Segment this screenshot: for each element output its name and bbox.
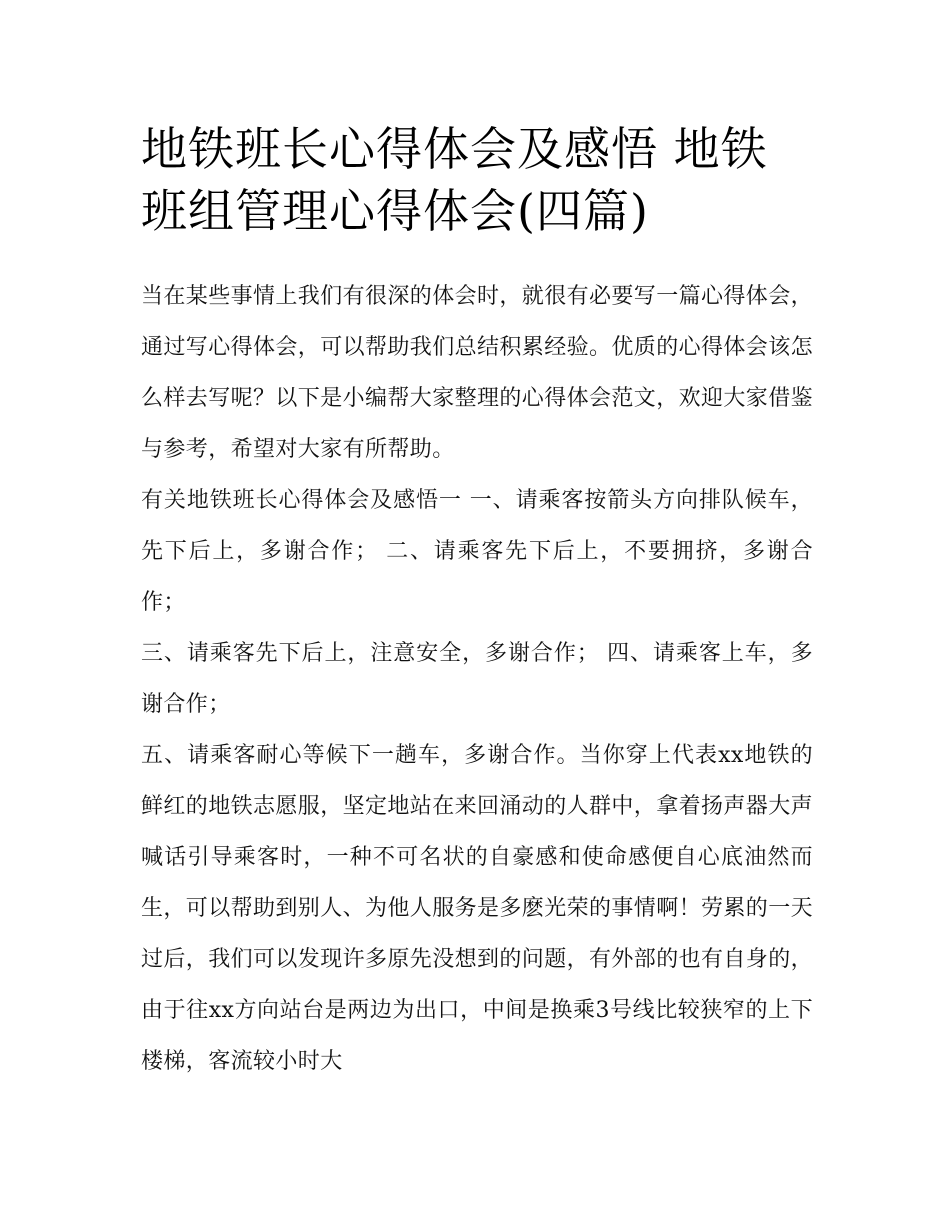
paragraph-announcement-5-reflection: 五、请乘客耐心等候下一趟车，多谢合作。当你穿上代表xx地铁的鲜红的地铁志愿服，坚定地站在来回涌动的人群中，拿着扬声器大声喊话引导乘客时，一种不可名状的自豪感和使命感便自心底油然而生，可以帮助到别人、为他人服务是多麽光荣的事情啊！劳累的一天过后，我们可以发现许多原先没想到的问题，有外部的也有自身的，由于往xx方向站台是两边为出口，中间是换乘3号线比较狭窄的上下楼梯，客流较小时大 <box>141 743 814 1074</box>
paragraph-announcements-1-2: 有关地铁班长心得体会及感悟一 一、请乘客按箭头方向排队候车，先下后上，多谢合作； 二、请乘客先下后上，不要拥挤，多谢合作； <box>141 488 813 615</box>
document-title: 地铁班长心得体会及感悟 地铁班组管理心得体会(四篇) <box>141 122 768 238</box>
paragraph-announcements-3-4: 三、请乘客先下后上，注意安全，多谢合作； 四、请乘客上车，多谢合作； <box>141 641 813 717</box>
paragraph-intro: 当在某些事情上我们有很深的体会时，就很有必要写一篇心得体会，通过写心得体会，可以帮助我们总结积累经验。优质的心得体会该怎么样去写呢？以下是小编帮大家整理的心得体会范文，欢迎大家借鉴与参考，希望对大家有所帮助。 <box>141 284 814 462</box>
document-body <box>141 118 813 1087</box>
paragraph-list <box>141 271 813 1087</box>
